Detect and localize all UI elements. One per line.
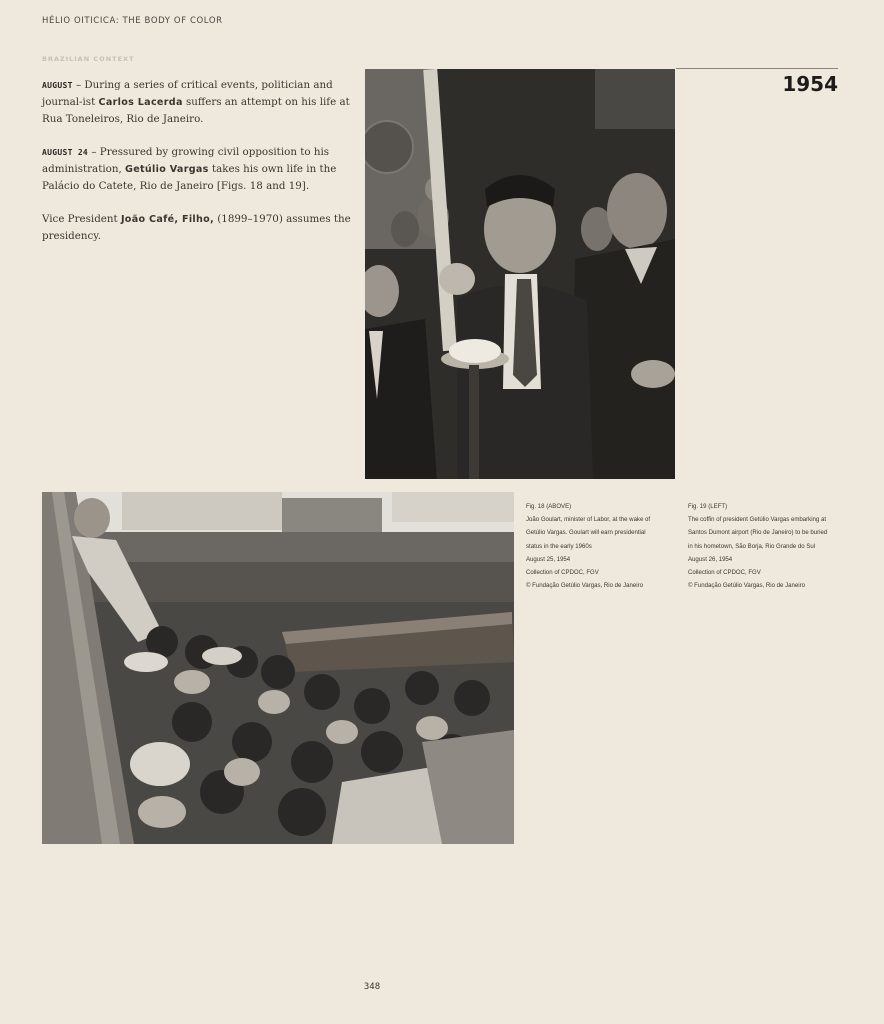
caption-fig-19 (688, 500, 826, 592)
caption-label: Fig. 19 (LEFT) (688, 503, 728, 510)
entry-name: João Café, Filho, (120, 214, 214, 225)
caption-label: Fig. 18 (ABOVE) (526, 503, 572, 510)
entry-name: Carlos Lacerda (98, 97, 183, 108)
photo-wake-goulart (365, 69, 675, 479)
entry-name: Getúlio Vargas (125, 164, 209, 175)
caption-line: Santos Dumont airport (Rio de Janeiro) to be buried (688, 529, 828, 537)
photo-coffin-crowd (42, 492, 514, 844)
caption-line: João Goulart, minister of Labor, at the wake of (526, 516, 651, 524)
caption-credit: © Fundação Getúlio Vargas, Rio de Janeiro (526, 582, 643, 590)
entry-text: During a series of critical events, politician and journal-ist (42, 79, 333, 108)
header-rule (676, 68, 838, 69)
entry-date: AUGUST 24 (42, 148, 89, 157)
photo-wake-illustration (365, 69, 675, 479)
running-head: HÉLIO OITICICA: THE BODY OF COLOR (42, 16, 223, 26)
entry-text: Vice President (42, 213, 121, 225)
caption-collection: Collection of CPDOC, FGV (688, 569, 761, 577)
entry-cafe-filho (42, 211, 354, 245)
entry-lacerda (42, 77, 354, 128)
entry-vargas (42, 144, 354, 195)
photo-coffin-illustration (42, 492, 514, 844)
entry-dash: – (88, 146, 100, 158)
caption-date: August 25, 1954 (526, 555, 571, 563)
caption-line: The coffin of president Getúlio Vargas embarking at (688, 516, 827, 524)
caption-date: August 26, 1954 (688, 555, 733, 563)
entry-text: takes his own life in the Palácio do Catete, Rio de Janeiro [Figs. 18 and 19]. (42, 163, 337, 192)
caption-line: in his hometown, São Borja, Rio Grande do Sul (688, 542, 816, 550)
chronology-entries (42, 77, 354, 261)
entry-dash: – (72, 79, 85, 91)
year-heading: 1954 (782, 72, 838, 96)
caption-line: status in the early 1960s (526, 542, 592, 550)
caption-collection: Collection of CPDOC, FGV (526, 569, 599, 577)
entry-date: AUGUST (42, 81, 73, 90)
section-label: BRAZILIAN CONTEXT (42, 55, 135, 63)
entry-text: Pressured by growing civil opposition to his administration, (42, 146, 330, 175)
entry-text: suffers an attempt on his life at Rua Toneleiros, Rio de Janeiro. (42, 96, 350, 125)
caption-fig-18 (526, 500, 664, 592)
page-number: 348 (363, 982, 381, 992)
entry-text: (1899–1970) assumes the presidency. (42, 213, 351, 242)
caption-line: Getúlio Vargas. Goulart will earn presidential (526, 529, 646, 537)
caption-credit: © Fundação Getúlio Vargas, Rio de Janeiro (688, 582, 805, 590)
